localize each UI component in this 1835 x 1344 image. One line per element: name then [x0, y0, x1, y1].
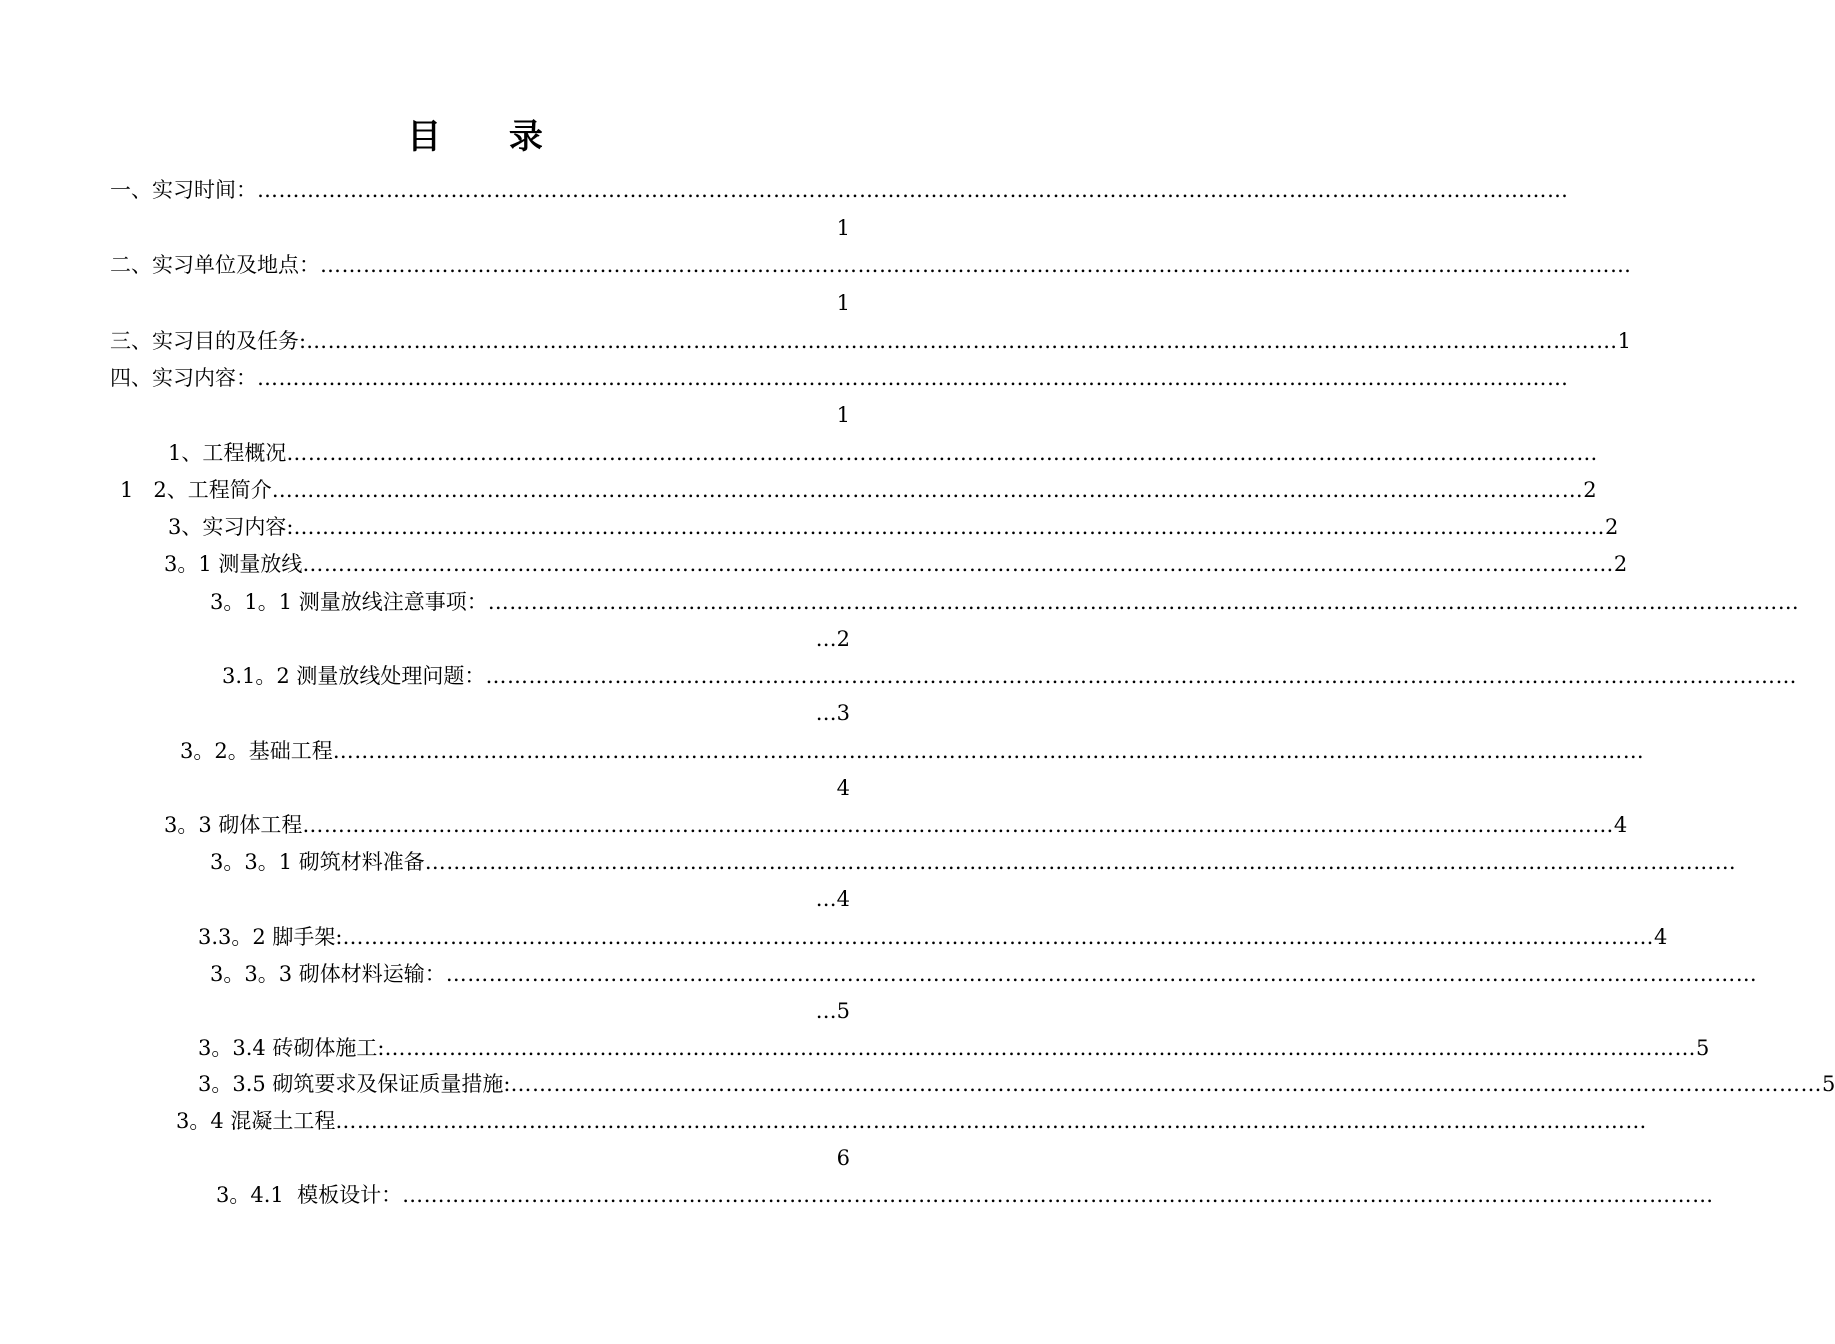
toc-entry-text: 3。3.5 砌筑要求及保证质量措施: — [198, 1072, 511, 1096]
toc-page-number: 4 — [836, 776, 850, 800]
toc-leader-dots: ………………………………………………………………………………………………………………………………………………………………… — [306, 329, 1618, 353]
toc-leader-dots: ………………………………………………………………………………………………………………………………………………………………… — [320, 253, 1632, 277]
toc-entry-text: 1、工程概况 — [168, 441, 287, 465]
toc-leader-dots: ………………………………………………………………………………………………………………………………………………………………… — [271, 478, 1584, 502]
toc-leader-dots: ………………………………………………………………………………………………………………………………………………………………… — [485, 664, 1797, 688]
toc-entry[interactable] — [198, 919, 1668, 955]
toc-leader-dots: ………………………………………………………………………………………………………………………………………………………………… — [335, 1109, 1647, 1133]
toc-leader-dots: ………………………………………………………………………………………………………………………………………………………………… — [384, 1036, 1697, 1060]
toc-entry[interactable] — [222, 658, 1797, 694]
toc-entry[interactable] — [176, 1103, 1647, 1139]
toc-entry-text: 一、实习时间： — [110, 178, 257, 202]
toc-page-number: 1 — [836, 216, 850, 240]
toc-entry[interactable] — [198, 1030, 1710, 1066]
toc-page-number: 1 — [836, 291, 850, 315]
toc-leader-dots: ………………………………………………………………………………………………………………………………………………………………… — [487, 590, 1800, 614]
toc-entry[interactable] — [110, 360, 1569, 396]
toc-entry[interactable] — [164, 546, 1628, 582]
toc-entry-text: 三、实习目的及任务: — [110, 329, 307, 353]
toc-page-number: …4 — [815, 887, 850, 911]
toc-leader-dots: ………………………………………………………………………………………………………………………………………………………………… — [402, 1183, 1714, 1207]
toc-page-number: 6 — [836, 1146, 850, 1170]
toc-leader-dots: ………………………………………………………………………………………………………………………………………………………………… — [293, 515, 1605, 539]
toc-entry-text: 3。4 混凝土工程 — [176, 1109, 336, 1133]
toc-leader-dots: ………………………………………………………………………………………………………………………………………………………………… — [342, 925, 1655, 949]
toc-leader-dots: ………………………………………………………………………………………………………………………………………………………………… — [424, 850, 1737, 874]
toc-entry[interactable] — [110, 172, 1569, 208]
toc-page-number: 4 — [1654, 925, 1668, 949]
toc-entry[interactable] — [210, 956, 1758, 992]
toc-page-number: 4 — [1613, 813, 1628, 837]
toc-entry-text: 3。3。3 砌体材料运输： — [210, 962, 446, 986]
toc-leader-dots: ………………………………………………………………………………………………………………………………………………………………… — [286, 441, 1598, 465]
toc-entry[interactable] — [120, 472, 1597, 508]
toc-entry-text: 3。1。1 测量放线注意事项： — [210, 590, 488, 614]
toc-entry[interactable] — [110, 323, 1631, 359]
toc-page-number: 1 — [836, 403, 850, 427]
toc-page-number: 5 — [1822, 1072, 1835, 1096]
toc-leader-dots: ………………………………………………………………………………………………………………………………………………………………… — [257, 366, 1569, 390]
toc-entry-text: 3、实习内容: — [168, 515, 294, 539]
toc-entry-text: 四、实习内容： — [110, 366, 257, 390]
page-title: 目 录 — [407, 117, 571, 157]
toc-page-number: 2 — [1583, 478, 1597, 502]
toc-page-number: …3 — [815, 701, 850, 725]
toc-page-number: 2 — [1604, 515, 1619, 539]
toc-leader-dots: ………………………………………………………………………………………………………………………………………………………………… — [510, 1072, 1823, 1096]
toc-page-number: …5 — [815, 999, 850, 1023]
toc-entry-text: 3。3 砌体工程 — [164, 813, 303, 837]
toc-leader-dots: ………………………………………………………………………………………………………………………………………………………………… — [445, 962, 1758, 986]
toc-entry[interactable] — [216, 1177, 1714, 1213]
toc-entry[interactable] — [110, 247, 1632, 283]
toc-entry[interactable] — [180, 733, 1645, 769]
toc-page-number: 5 — [1696, 1036, 1710, 1060]
toc-entry-text: 3.3。2 脚手架: — [198, 925, 343, 949]
toc-entry-text: 1 2、工程简介 — [120, 478, 272, 502]
toc-entry-text: 3。2。基础工程 — [180, 739, 333, 763]
toc-entry[interactable] — [164, 807, 1628, 843]
toc-leader-dots: ………………………………………………………………………………………………………………………………………………………………… — [302, 552, 1614, 576]
toc-entry[interactable] — [198, 1066, 1835, 1102]
toc-page-number: 1 — [1617, 329, 1631, 353]
toc-leader-dots: ………………………………………………………………………………………………………………………………………………………………… — [332, 739, 1645, 763]
toc-entry-text: 3。1 测量放线 — [164, 552, 303, 576]
toc-entry-text: 3。3。1 砌筑材料准备 — [210, 850, 425, 874]
toc-entry-text: 二、实习单位及地点： — [110, 253, 320, 277]
toc-entry[interactable] — [168, 509, 1619, 545]
toc-page-number: 2 — [1613, 552, 1628, 576]
toc-entry-text: 3。3.4 砖砌体施工: — [198, 1036, 385, 1060]
toc-leader-dots: ………………………………………………………………………………………………………………………………………………………………… — [302, 813, 1614, 837]
toc-entry[interactable] — [168, 435, 1598, 471]
toc-entry-text: 3。4.1 模板设计： — [216, 1183, 403, 1207]
toc-entry[interactable] — [210, 584, 1800, 620]
toc-page-number: …2 — [815, 627, 850, 651]
toc-entry[interactable] — [210, 844, 1737, 880]
toc-leader-dots: ………………………………………………………………………………………………………………………………………………………………… — [257, 178, 1569, 202]
toc-entry-text: 3.1。2 测量放线处理问题： — [222, 664, 486, 688]
